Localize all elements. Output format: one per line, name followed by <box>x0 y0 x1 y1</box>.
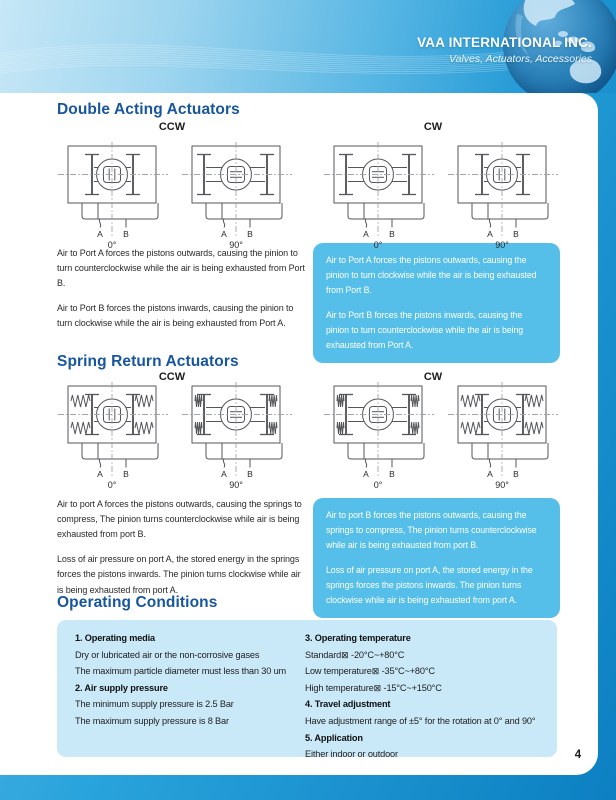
port-a-label: A <box>221 229 227 239</box>
actuator-diagram <box>444 142 564 250</box>
double-acting-cw-callout <box>313 243 560 363</box>
actuator-diagram <box>54 382 174 490</box>
paragraph: Loss of air pressure on port A, the stored energy in the springs forces the pistons inwards. The pinion turns clockwise while air is being exhausted from port A. <box>57 554 301 595</box>
port-a-label: A <box>363 229 369 239</box>
oc-line: Have adjustment range of ±5° for the rotation at 0° and 90° <box>305 715 536 726</box>
port-b-label: B <box>513 229 519 239</box>
spring-return-ccw-description <box>57 497 309 598</box>
section-title-operating-conditions: Operating Conditions <box>57 594 218 611</box>
operating-conditions-right-column <box>305 630 553 760</box>
oc-line: The maximum particle diameter must less than 30 um <box>75 666 287 677</box>
rotation-angle-label: 0° <box>107 240 117 250</box>
operating-conditions-left-column <box>75 630 305 757</box>
oc-heading: 4. Travel adjustment <box>305 699 391 710</box>
port-b-label: B <box>123 229 129 239</box>
section-title-double-acting: Double Acting Actuators <box>57 101 240 118</box>
port-a-label: A <box>97 229 103 239</box>
actuator-diagram <box>178 142 298 250</box>
operating-conditions-panel <box>57 620 557 760</box>
paragraph: Loss of air pressure on port A, the stored energy in the springs forces the pistons inwards. The pinion turns clockwise while air is being exhausted from port A. <box>326 564 533 606</box>
oc-line: Low temperature⊠ -35°C~+80°C <box>305 666 435 677</box>
paragraph: Air to Port B forces the pistons inwards, causing the pinion to turn counterclockwise while the air is being exhausted from Port A. <box>326 309 524 351</box>
cw-label-spring-return: CW <box>423 371 443 383</box>
double-acting-ccw-description <box>57 246 309 332</box>
rotation-angle-label: 90° <box>495 240 509 250</box>
port-b-label: B <box>389 229 395 239</box>
paragraph: Air to port A forces the pistons outwards, causing the springs to compress, The pinion turns counterclockwise while air is being exhausted from port B. <box>57 499 302 540</box>
oc-heading: 5. Application <box>305 732 363 743</box>
oc-line: The minimum supply pressure is 2.5 Bar <box>75 699 234 710</box>
port-b-label: B <box>389 469 395 479</box>
oc-heading: 3. Operating temperature <box>305 633 411 643</box>
ccw-label-spring-return: CCW <box>158 371 186 383</box>
paragraph: Air to Port A forces the pistons outwards, causing the pinion to turn clockwise while the air is being exhausted from Port B. <box>326 255 537 296</box>
port-a-label: A <box>487 469 493 479</box>
port-b-label: B <box>247 229 253 239</box>
paragraph: Air to port B forces the pistons outwards, causing the springs to compress, The pinion turns counterclockwise while air is being exhausted from port B. <box>326 510 537 551</box>
actuator-diagram <box>320 142 440 250</box>
cw-label-double-acting: CW <box>423 121 443 133</box>
oc-line: Dry or lubricated air or the non-corrosive gases <box>75 649 260 660</box>
oc-heading: 2. Air supply pressure <box>75 682 168 693</box>
oc-line: The maximum supply pressure is 8 Bar <box>75 715 229 726</box>
rotation-angle-label: 90° <box>495 480 509 490</box>
rotation-angle-label: 90° <box>229 480 243 490</box>
port-b-label: B <box>247 469 253 479</box>
oc-line: Standard⊠ -20°C~+80°C <box>305 649 405 660</box>
page-number: 4 <box>574 749 582 761</box>
actuator-diagram <box>444 382 564 490</box>
port-a-label: A <box>363 469 369 479</box>
section-title-spring-return: Spring Return Actuators <box>57 353 239 370</box>
paragraph: Air to Port B forces the pistons inwards, causing the pinion to turn clockwise while the air is being exhausted from Port A. <box>57 303 294 329</box>
company-tagline: Valves, Actuators, Accessories <box>449 53 592 65</box>
spring-return-cw-callout <box>313 498 560 618</box>
port-b-label: B <box>123 469 129 479</box>
header-banner <box>0 0 616 93</box>
rotation-angle-label: 0° <box>373 240 383 250</box>
actuator-diagram <box>320 382 440 490</box>
header-text-block <box>417 35 592 65</box>
company-name: VAA INTERNATIONAL INC. <box>417 35 592 50</box>
ccw-label-double-acting: CCW <box>158 121 186 133</box>
rotation-angle-label: 0° <box>107 480 117 490</box>
port-a-label: A <box>487 229 493 239</box>
rotation-angle-label: 90° <box>229 240 243 250</box>
port-a-label: A <box>97 469 103 479</box>
oc-heading: 1. Operating media <box>75 633 156 643</box>
paragraph: Air to Port A forces the pistons outwards, causing the pinion to turn counterclockwise while the air is being exhausted from Port B. <box>57 248 305 289</box>
actuator-diagram <box>54 142 174 250</box>
oc-line: High temperature⊠ -15°C~+150°C <box>305 682 442 693</box>
oc-line: Either indoor or outdoor <box>305 749 398 760</box>
port-b-label: B <box>513 469 519 479</box>
rotation-angle-label: 0° <box>373 480 383 490</box>
actuator-diagram <box>178 382 298 490</box>
port-a-label: A <box>221 469 227 479</box>
